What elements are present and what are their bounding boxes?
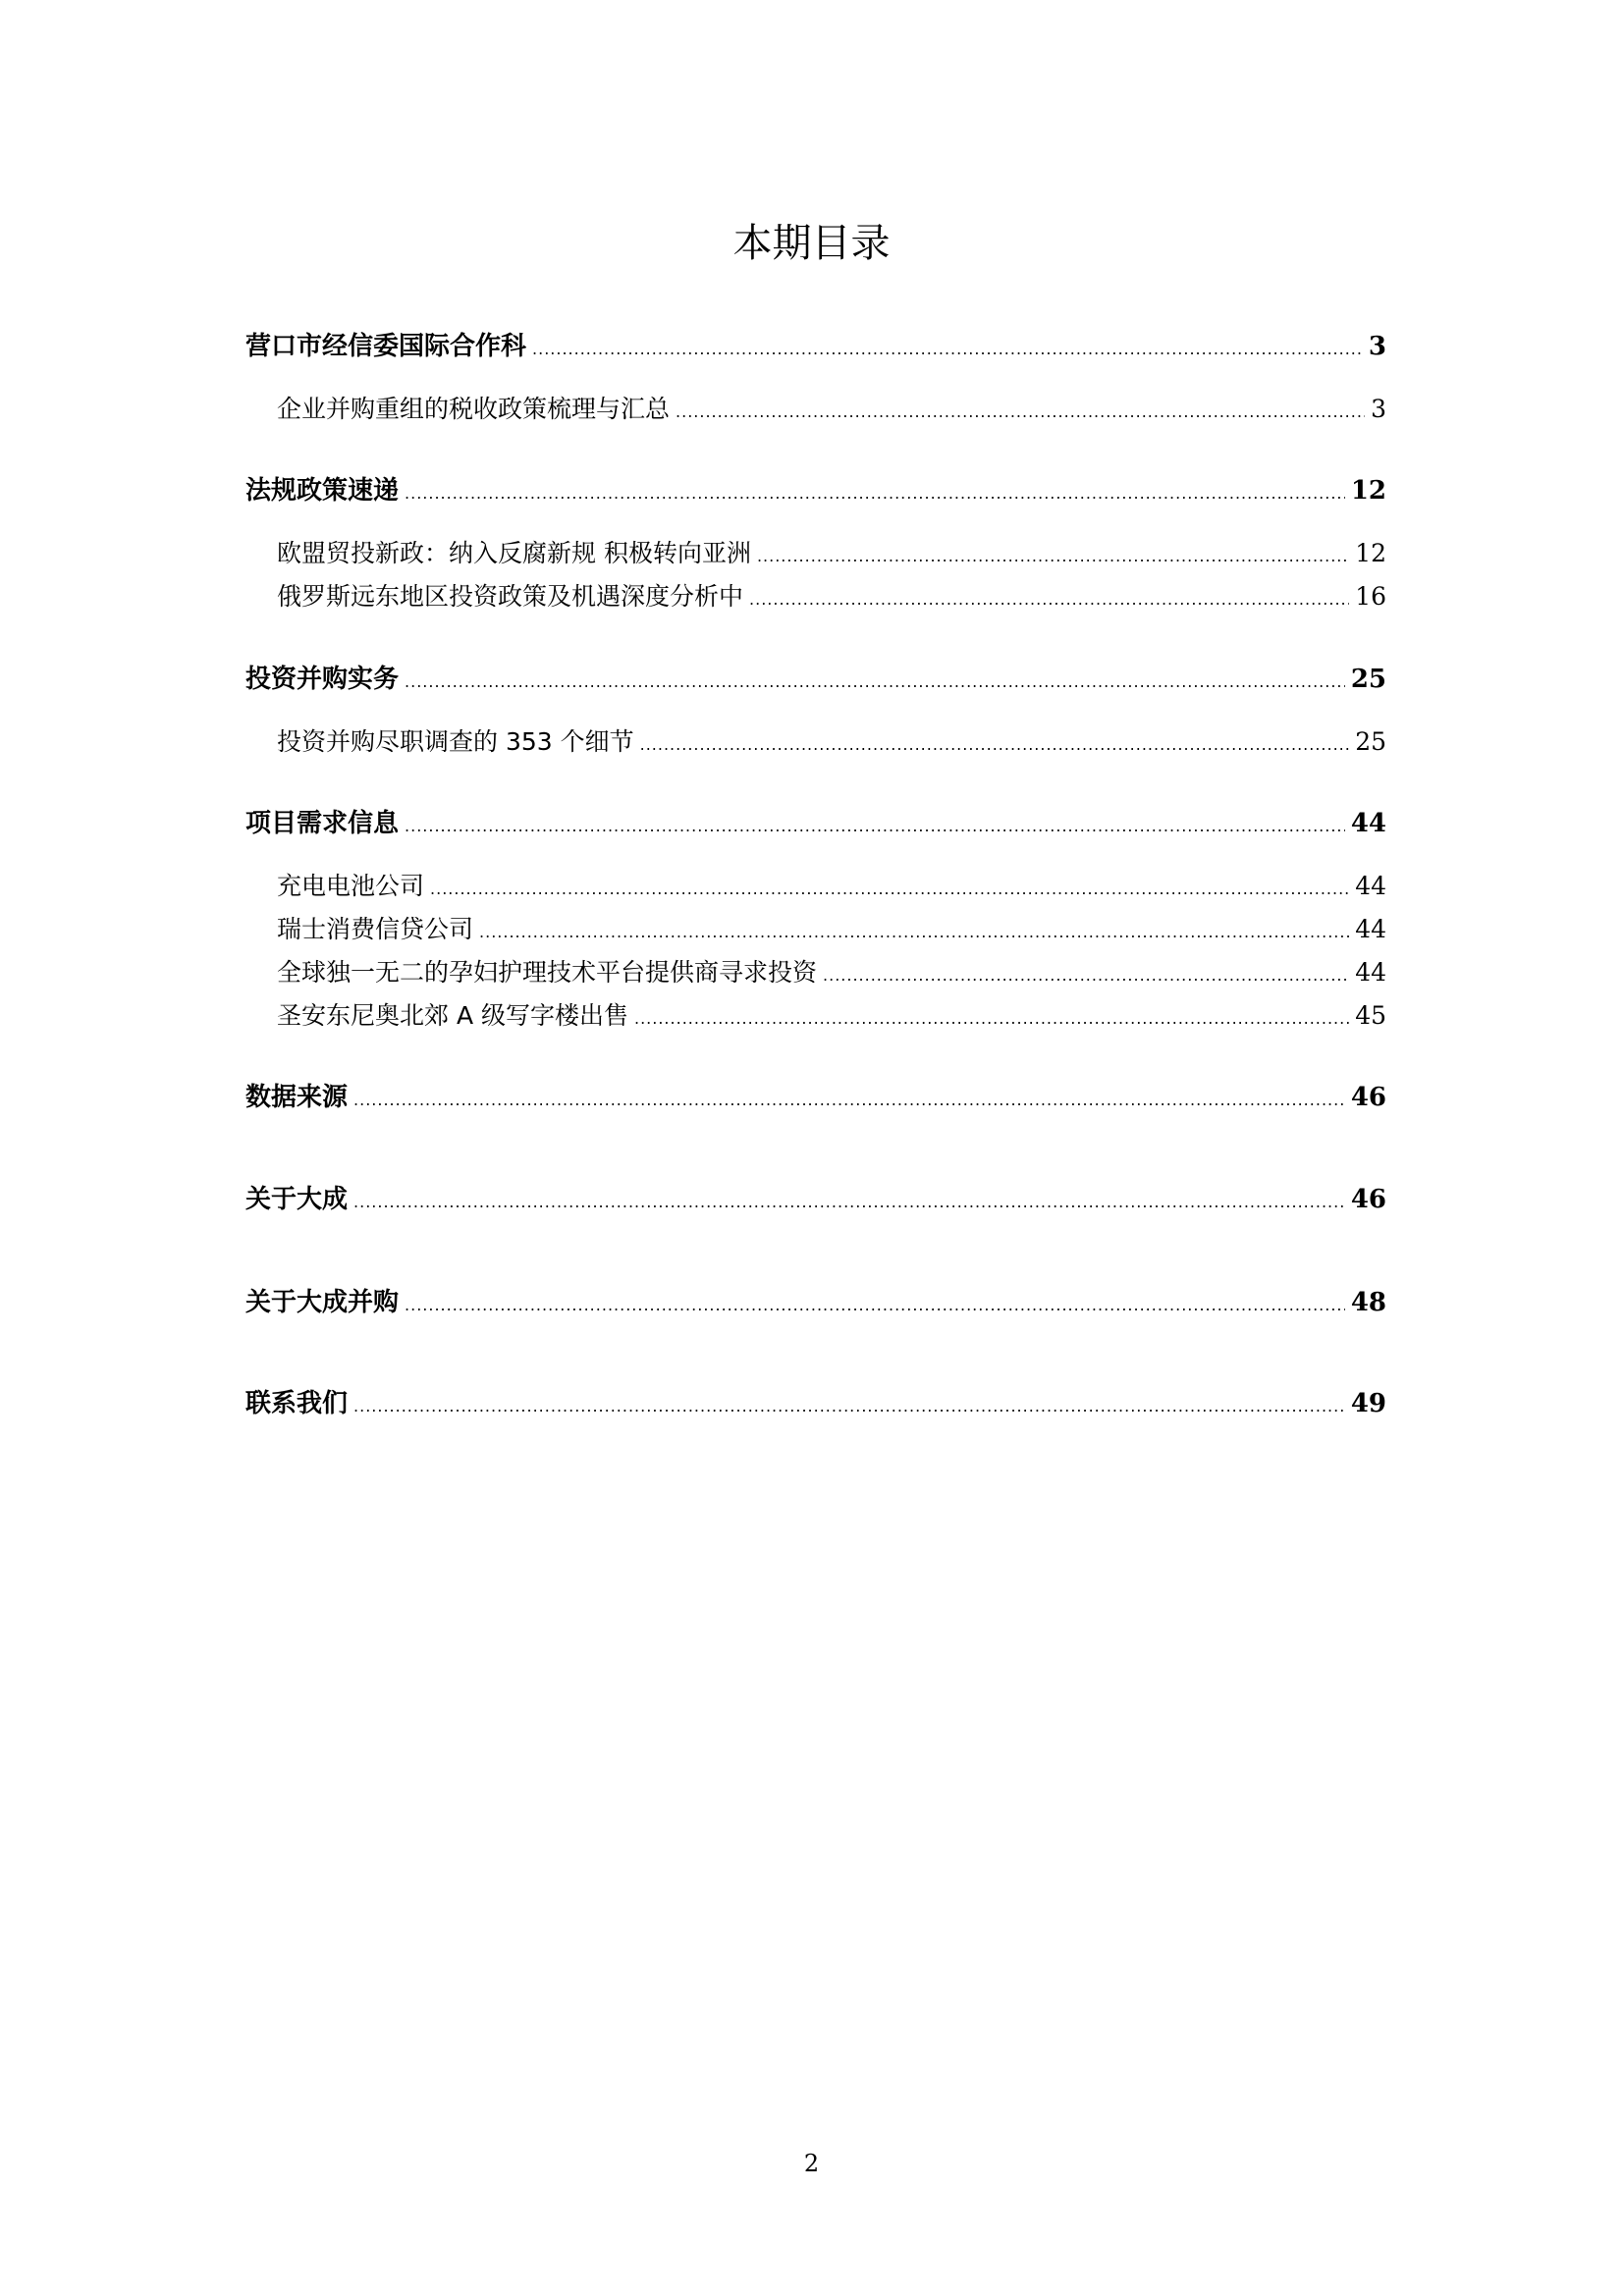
toc-entry-page: 3 [1368,332,1386,361]
dot-leader [430,870,1349,909]
toc-entry-label: 数据来源 [245,1083,349,1112]
toc-entry-page: 46 [1350,1083,1386,1112]
dot-leader [353,1081,1345,1120]
toc-entry-page: 25 [1355,727,1386,756]
toc-subsection-entry[interactable] [277,910,1386,949]
toc-subsection-entry[interactable] [277,577,1386,616]
dot-leader [479,913,1349,952]
dot-leader [405,474,1345,513]
dot-leader [676,393,1365,432]
toc-section-entry[interactable] [245,804,1386,843]
toc-entry-page: 44 [1355,872,1386,900]
toc-entry-page: 44 [1355,958,1386,987]
toc-subsection-entry[interactable] [277,390,1386,429]
dot-leader [353,1387,1345,1426]
toc-entry-page: 44 [1355,915,1386,943]
toc-entry-page: 44 [1350,809,1386,838]
toc-section-entry[interactable] [245,1384,1386,1423]
toc-entry-label: 项目需求信息 [245,809,400,838]
dot-leader [757,537,1349,576]
toc-entry-page: 46 [1350,1185,1386,1214]
toc-entry-page: 45 [1355,1001,1386,1030]
toc-entry-label: 投资并购尽职调查的 353 个细节 [277,727,634,756]
toc-entry-page: 25 [1350,665,1386,694]
toc-entry-label: 关于大成并购 [245,1288,400,1317]
toc-entry-label: 圣安东尼奥北郊 A 级写字楼出售 [277,1001,628,1030]
dot-leader [749,580,1349,619]
toc-entry-page: 12 [1355,539,1386,567]
toc-entry-label: 欧盟贸投新政：纳入反腐新规 积极转向亚洲 [277,539,751,567]
page-number: 2 [803,2150,820,2177]
toc-entry-label: 充电电池公司 [277,872,425,900]
toc-section-entry[interactable] [245,471,1386,510]
dot-leader [640,725,1350,765]
page-title: 本期目录 [732,221,891,266]
toc-entry-label: 投资并购实务 [245,665,400,694]
toc-entry-page: 16 [1355,582,1386,611]
toc-entry-page: 3 [1371,395,1386,423]
dot-leader [634,999,1349,1039]
toc-entry-label: 全球独一无二的孕妇护理技术平台提供商寻求投资 [277,958,818,987]
toc-subsection-entry[interactable] [277,996,1386,1036]
dot-leader [405,807,1345,846]
toc-entry-page: 12 [1350,476,1386,506]
toc-subsection-entry[interactable] [277,534,1386,573]
toc-entry-label: 法规政策速递 [245,476,400,506]
toc-entry-label: 瑞士消费信贷公司 [277,915,474,943]
toc-entry-page: 48 [1350,1288,1386,1317]
dot-leader [823,956,1349,995]
toc-entry-label: 关于大成 [245,1185,349,1214]
dot-leader [405,663,1345,702]
toc-subsection-entry[interactable] [277,722,1386,762]
toc-entry-label: 企业并购重组的税收政策梳理与汇总 [277,395,671,423]
toc-section-entry[interactable] [245,660,1386,699]
toc-section-entry[interactable] [245,1283,1386,1322]
toc-entry-label: 联系我们 [245,1389,349,1418]
toc-section-entry[interactable] [245,1078,1386,1117]
toc-subsection-entry[interactable] [277,867,1386,906]
toc-entry-label: 俄罗斯远东地区投资政策及机遇深度分析中 [277,582,744,611]
toc-section-entry[interactable] [245,327,1386,366]
dot-leader [532,330,1363,369]
dot-leader [405,1286,1345,1325]
toc-entry-label: 营口市经信委国际合作科 [245,332,527,361]
toc-section-entry[interactable] [245,1180,1386,1219]
toc-subsection-entry[interactable] [277,953,1386,992]
dot-leader [353,1183,1345,1222]
toc-entry-page: 49 [1350,1389,1386,1418]
